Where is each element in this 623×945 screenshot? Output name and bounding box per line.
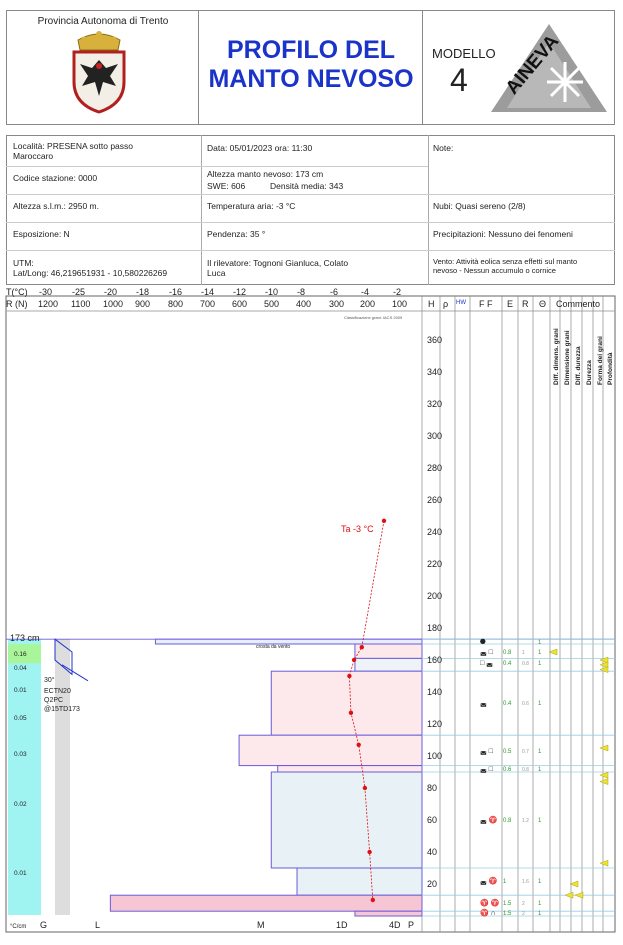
gradient-label: 0.05 <box>14 714 27 722</box>
bottom-4d: 4D <box>389 920 401 930</box>
height-tick: 220 <box>427 559 443 569</box>
r-tick: 1000 <box>103 299 124 309</box>
height-tick: 180 <box>427 623 443 633</box>
hardness-layer <box>239 735 422 765</box>
layer-r: 1.6 <box>522 878 529 885</box>
col-rho: ρ <box>443 299 449 309</box>
comment-marker <box>600 667 608 673</box>
hardness-layer <box>297 868 422 895</box>
layer-ff: □ ◛ <box>480 660 493 668</box>
info-latlong: Lat/Long: 46,219651931 - 10,580226269 <box>13 268 168 278</box>
r-tick: 900 <box>135 299 151 309</box>
hardness-layer <box>355 658 422 671</box>
height-tick: 20 <box>427 879 438 889</box>
layer-theta: 1 <box>538 661 542 668</box>
hardness-layer <box>355 911 422 916</box>
info-codice: Codice stazione: 0000 <box>13 173 98 183</box>
t-tick: -10 <box>265 287 279 297</box>
height-tick: 320 <box>427 399 443 409</box>
layer-r: 0.8 <box>522 766 529 773</box>
r-tick: 1200 <box>38 299 59 309</box>
layer-ff: ◛ ♈ <box>480 817 498 824</box>
t-tick: -4 <box>361 287 370 297</box>
hardness-layer <box>278 766 422 772</box>
temperature-point <box>357 743 361 747</box>
air-temp-label: Ta -3 °C <box>341 524 374 534</box>
height-tick: 80 <box>427 783 438 793</box>
test-angle: 30° <box>44 677 55 684</box>
layer-theta: 1 <box>538 910 542 917</box>
height-tick: 160 <box>427 655 443 665</box>
info-swe: SWE: 606 <box>207 181 246 191</box>
page-title <box>203 36 419 94</box>
col-h: H <box>428 299 435 309</box>
height-tick: 140 <box>427 687 443 697</box>
layer-ff: ◛ □ <box>480 649 493 656</box>
bottom-1d: 1D <box>336 920 348 930</box>
hardness-layer <box>355 644 422 658</box>
temperature-point <box>347 674 351 678</box>
info-vento: Vento: Attività eolica senza effetti sul manto <box>433 257 578 266</box>
info-vento-cont: nevoso - Nessun accumulo o cornice <box>433 266 556 275</box>
comment-col-2: Dimensione grani <box>564 330 571 385</box>
info-altezza-slm: Altezza s.l.m.: 2950 m. <box>13 201 99 211</box>
r-tick: 1100 <box>71 299 91 309</box>
height-tick: 260 <box>427 495 443 505</box>
height-tick: 360 <box>427 335 443 345</box>
info-temp-aria: Temperatura aria: -3 °C <box>207 201 296 211</box>
col-r: R <box>522 299 529 309</box>
hardness-layer <box>110 895 422 911</box>
test-ect: ECTN20 <box>44 688 71 695</box>
info-densita: Densità media: 343 <box>270 181 344 191</box>
gradient-label: 0.16 <box>14 650 27 658</box>
gradient-label: 0.01 <box>14 869 27 877</box>
col-theta: Θ <box>539 299 547 309</box>
info-utm: UTM: <box>13 258 34 268</box>
comment-col-1: Diff. dimens. grani <box>553 328 560 385</box>
height-tick: 340 <box>427 367 443 377</box>
info-localita-cont: Maroccaro <box>13 151 54 161</box>
title-line-1: PROFILO DEL <box>226 36 396 64</box>
temperature-point <box>363 786 367 790</box>
info-nubi: Nubi: Quasi sereno (2/8) <box>433 201 526 211</box>
hardness-layer <box>271 671 422 735</box>
temperature-point <box>382 519 386 523</box>
temperature-point <box>352 658 356 662</box>
classification-note: Classificazione grani: IACS 2009 <box>344 315 403 320</box>
t-tick: -25 <box>72 287 86 297</box>
layer-theta: 1 <box>538 749 542 756</box>
t-axis-label: T(°C) <box>6 287 28 297</box>
comment-marker <box>600 860 608 866</box>
layer-theta: 1 <box>538 640 542 647</box>
height-tick: 300 <box>427 431 443 441</box>
hardness-layer <box>271 772 422 868</box>
layer-theta: 1 <box>538 650 542 656</box>
layer-e: 0.4 <box>503 701 512 708</box>
height-tick: 280 <box>427 463 443 473</box>
layer-theta: 1 <box>538 766 542 773</box>
snow-height-label: 173 cm <box>10 633 40 643</box>
layer-r: 0.8 <box>522 661 529 668</box>
info-precipitazioni: Precipitazioni: Nessuno dei fenomeni <box>433 229 573 239</box>
bottom-p: P <box>408 920 415 930</box>
layer-r: 2 <box>522 901 525 908</box>
r-tick: 800 <box>168 299 184 309</box>
layer-e: 0.5 <box>503 749 512 756</box>
province-coat-of-arms <box>68 30 130 114</box>
layer-ff: ◛ <box>480 700 487 708</box>
layer-r: 0.7 <box>522 749 529 756</box>
layer-e: 1.5 <box>503 910 512 917</box>
snow-profile-chart <box>0 284 623 945</box>
info-localita: Località: PRESENA sotto passo <box>13 141 134 151</box>
t-tick: -18 <box>136 287 150 297</box>
layer-theta: 1 <box>538 901 542 908</box>
t-tick: -16 <box>169 287 183 297</box>
test-q: Q2PC <box>44 697 64 704</box>
layer-e: 0.8 <box>503 650 512 656</box>
info-data: Data: 05/01/2023 ora: 11:30 <box>207 143 313 153</box>
layer-ff: ◛ □ <box>480 748 493 756</box>
model-number: 4 <box>450 62 468 98</box>
comment-col-3: Diff. durezza <box>575 346 582 385</box>
r-tick: 700 <box>200 299 216 309</box>
height-tick: 60 <box>427 815 438 825</box>
layer-e: 0.4 <box>503 661 512 668</box>
bottom-m: M <box>257 920 265 930</box>
layer-e: 0.6 <box>503 766 512 773</box>
bottom-g: G <box>40 920 48 930</box>
r-tick: 100 <box>392 299 408 309</box>
comment-marker <box>600 745 608 751</box>
r-tick: 300 <box>329 299 345 309</box>
comment-marker <box>600 772 608 778</box>
temperature-point <box>367 850 371 854</box>
height-tick: 100 <box>427 751 443 761</box>
layer-r: 1.2 <box>522 818 529 824</box>
height-tick: 200 <box>427 591 443 601</box>
info-esposizione: Esposizione: N <box>13 229 70 239</box>
info-rilevatore-cont: Luca <box>207 268 226 278</box>
gradient-label: 0.01 <box>14 687 27 695</box>
col-e: E <box>507 299 514 309</box>
layer-e: 0.8 <box>503 818 512 824</box>
comment-col-5: Forma dei grani <box>597 336 604 385</box>
gradient-label: 0.03 <box>14 751 27 759</box>
title-line-2: MANTO NEVOSO <box>208 65 414 93</box>
t-tick: -2 <box>393 287 402 297</box>
t-tick: -12 <box>233 287 247 297</box>
r-axis-label: R (N) <box>6 299 28 309</box>
comment-col-6: Profondità <box>607 352 614 385</box>
r-tick: 200 <box>360 299 376 309</box>
layer-ff: ◛ ♈ <box>480 877 498 885</box>
test-column <box>55 639 70 915</box>
temperature-point <box>371 898 375 902</box>
info-note: Note: <box>433 143 454 153</box>
comment-col-4: Durezza <box>586 360 593 385</box>
layer-r: 2 <box>522 910 525 917</box>
r-tick: 500 <box>264 299 280 309</box>
layer-ff: ♈ ♈ <box>480 900 500 908</box>
model-label: MODELLO <box>432 46 496 61</box>
r-tick: 400 <box>296 299 312 309</box>
height-tick: 120 <box>427 719 443 729</box>
layer-e: 1 <box>503 878 507 885</box>
aineva-logo-text: AINEVA <box>501 31 564 99</box>
col-commento: Commento <box>556 299 601 309</box>
layer-theta: 1 <box>538 818 542 824</box>
temperature-point <box>360 645 364 649</box>
t-tick: -20 <box>104 287 118 297</box>
t-tick: -14 <box>201 287 215 297</box>
test-td: @15TD173 <box>44 706 80 713</box>
layer-e: 1.5 <box>503 901 512 908</box>
col-hw: HW <box>456 300 466 306</box>
layer-theta: 1 <box>538 878 542 885</box>
bottom-gradient-unit: °C/cm <box>10 924 27 930</box>
info-rilevatore: Il rilevatore: Tognoni Gianluca, Colato <box>207 258 349 268</box>
temperature-point <box>349 711 353 715</box>
height-tick: 40 <box>427 847 438 857</box>
aineva-logo <box>487 20 611 116</box>
t-tick: -30 <box>39 287 53 297</box>
comment-marker <box>575 892 583 898</box>
province-name: Provincia Autonoma di Trento <box>37 16 169 27</box>
t-tick: -6 <box>330 287 339 297</box>
comment-marker <box>600 779 608 785</box>
crosta-label: crosta da vento <box>256 644 291 650</box>
height-tick: 240 <box>427 527 443 537</box>
info-pendenza: Pendenza: 35 ° <box>207 229 266 239</box>
col-ff: F F <box>479 299 493 309</box>
layer-ff: ♈ ∩ <box>480 909 496 917</box>
gradient-label: 0.02 <box>14 801 27 808</box>
bottom-l: L <box>95 920 101 930</box>
layer-ff: ◛ □ <box>480 765 493 773</box>
info-altezza-manto: Altezza manto nevoso: 173 cm <box>207 169 324 179</box>
layer-r: 1 <box>522 650 525 656</box>
gradient-label: 0.04 <box>14 665 27 672</box>
layer-r: 0.6 <box>522 701 529 708</box>
t-tick: -8 <box>297 287 306 297</box>
layer-ff: ⯄ <box>480 639 486 647</box>
comment-marker <box>565 892 573 898</box>
r-tick: 600 <box>232 299 248 309</box>
layer-theta: 1 <box>538 701 542 708</box>
